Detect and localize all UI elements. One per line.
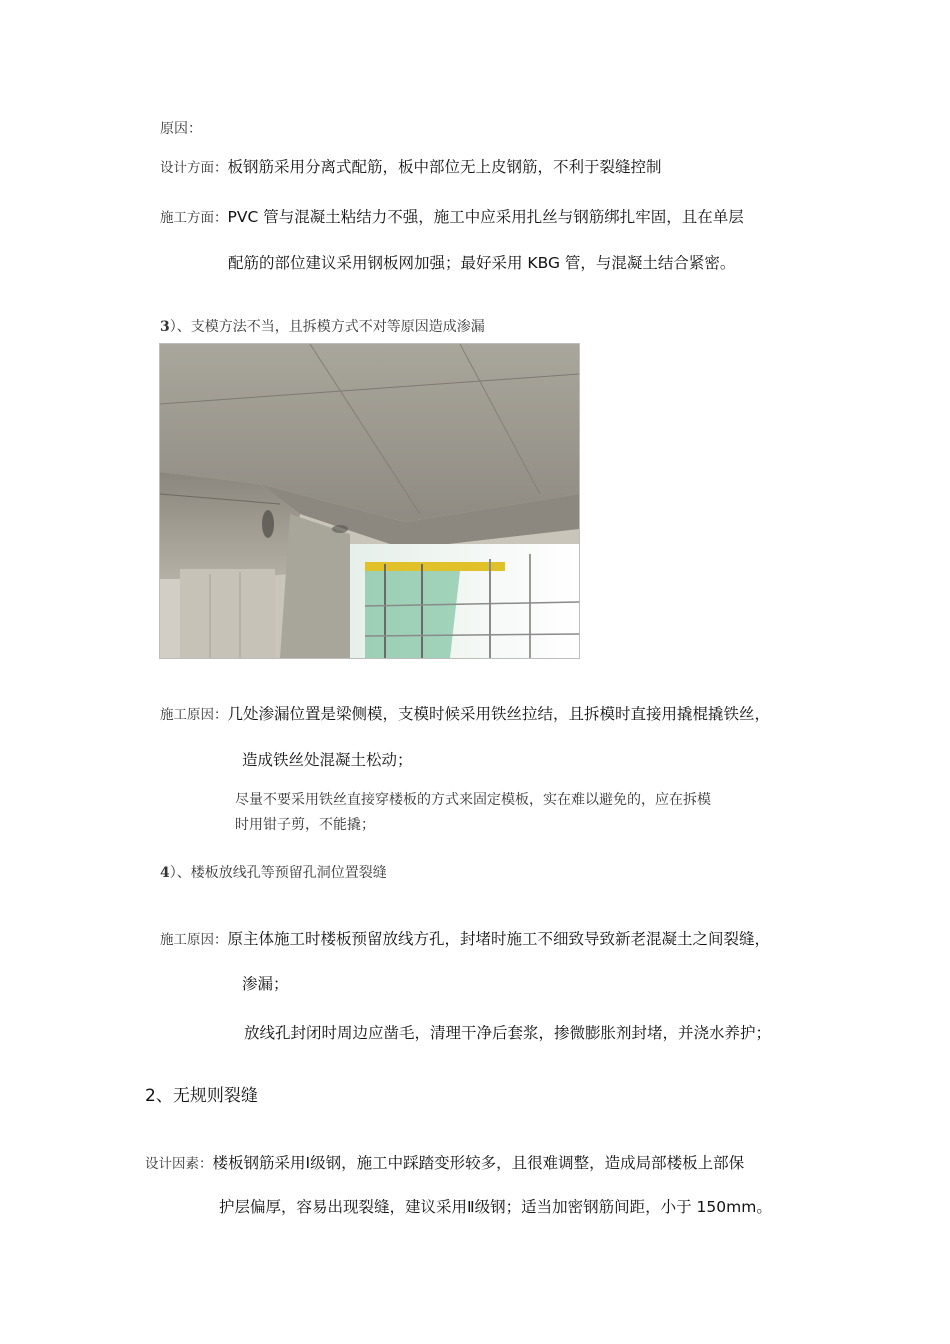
design-label: 设计方面： — [160, 160, 228, 176]
item3-title — [160, 320, 485, 334]
item3-title-text: ）、支模方法不当，且拆模方式不对等原因造成渗漏 — [169, 319, 485, 335]
item4-paragraph — [160, 931, 770, 948]
item4-text-line-1: 原主体施工时楼板预留放线方孔，封堵时施工不细致导致新老混凝土之间裂缝， — [227, 930, 771, 948]
sec2-text-line-1: 楼板钢筋采用Ⅰ级钢，施工中踩踏变形较多，且很难调整，造成局部楼板上部保 — [212, 1154, 745, 1172]
reason-title: 原因： — [160, 121, 202, 137]
construction-site-photo — [159, 343, 580, 659]
construction-label: 施工方面： — [160, 210, 228, 226]
item4-label: 施工原因： — [160, 932, 228, 948]
item4-number: 4 — [160, 865, 170, 881]
construction-text-line-1: PVC 管与混凝土粘结力不强，施工中应采用扎丝与钢筋绑扎牢固，且在单层 — [227, 208, 744, 226]
item3-note-line-2: 时用钳子剪，不能撬； — [235, 817, 375, 833]
item4-text-line-2: 渗漏； — [242, 975, 289, 993]
item3-paragraph — [160, 706, 770, 723]
section-2-heading: 2、无规则裂缝 — [145, 1086, 258, 1106]
item3-text-line-1: 几处渗漏位置是梁侧模，支模时候采用铁丝拉结，且拆模时直接用撬棍撬铁丝， — [227, 705, 771, 723]
item4-title — [160, 866, 387, 880]
construction-text-line-2: 配筋的部位建议采用钢板网加强；最好采用 KBG 管，与混凝土结合紧密。 — [228, 254, 736, 272]
item3-label: 施工原因： — [160, 707, 228, 723]
photo-illustration — [160, 344, 579, 658]
design-text: 板钢筋采用分离式配筋，板中部位无上皮钢筋，不利于裂缝控制 — [227, 158, 662, 176]
sec2-paragraph — [145, 1155, 744, 1172]
sec2-label: 设计因素： — [145, 1156, 213, 1172]
sec2-text-line-2: 护层偏厚，容易出现裂缝，建议采用Ⅱ级钢；适当加密钢筋间距，小于 150mm。 — [219, 1198, 772, 1216]
item3-note-line-1: 尽量不要采用铁丝直接穿楼板的方式来固定模板，实在难以避免的，应在拆模 — [235, 792, 711, 808]
item3-text-line-2: 造成铁丝处混凝土松动； — [242, 751, 413, 769]
item3-number: 3 — [160, 319, 170, 335]
design-paragraph — [160, 159, 662, 176]
item4-title-text: ）、楼板放线孔等预留孔洞位置裂缝 — [169, 865, 387, 881]
construction-paragraph — [160, 209, 744, 226]
item4-text-line-3: 放线孔封闭时周边应凿毛，清理干净后套浆，掺微膨胀剂封堵，并浇水养护； — [244, 1024, 772, 1042]
